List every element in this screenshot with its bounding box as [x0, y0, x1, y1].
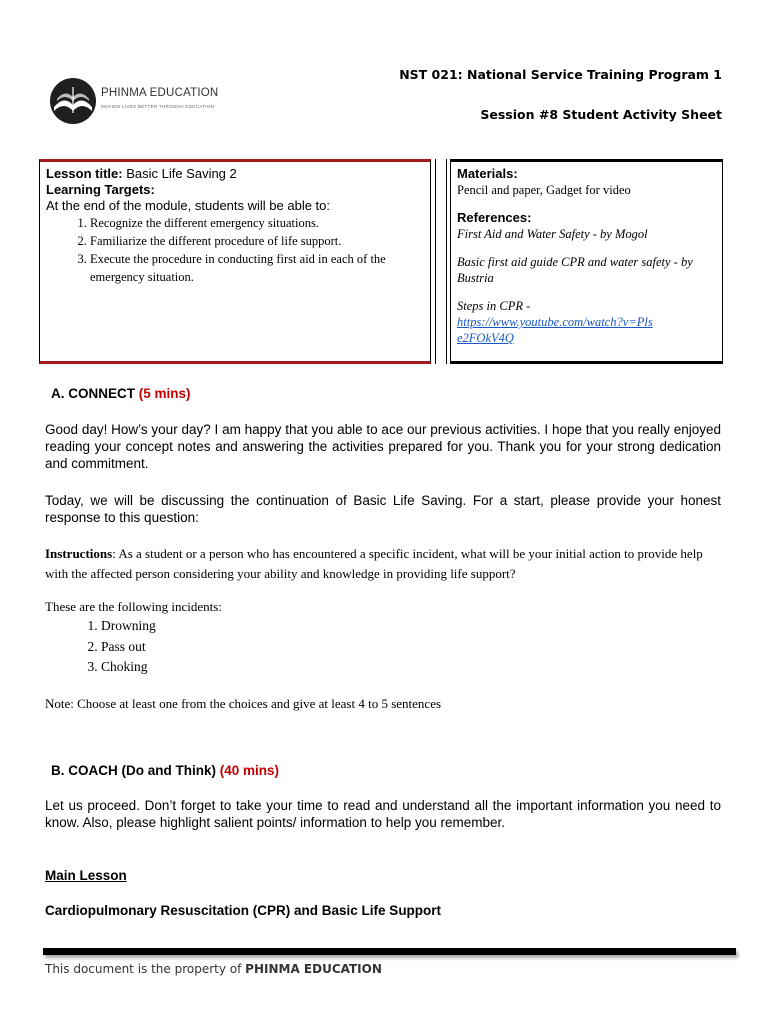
list-item: 2. Pass out	[101, 637, 156, 658]
lesson-title-line	[46, 166, 424, 182]
phinma-emblem-icon	[48, 73, 98, 129]
logo-tagline: MAKING LIVES BETTER THROUGH EDUCATION	[101, 104, 215, 109]
incidents-list	[45, 616, 156, 678]
instructions	[45, 544, 725, 584]
learning-targets-intro: At the end of the module, students will be able to:	[46, 198, 331, 213]
list-item: 3. Choking	[101, 657, 156, 678]
learning-targets-list	[46, 214, 424, 286]
connect-paragraph-1: Good day! How’s your day? I am happy that you able to ace our previous activities. I hope that you really enjoyed reading your concept notes and answering the activities prepared for you. Thank you for your strong dedication and commitment.	[45, 422, 721, 471]
reference-3-prefix: Steps in CPR -	[457, 299, 531, 313]
main-lesson-heading: Main Lesson	[45, 868, 127, 883]
footer-owner: PHINMA EDUCATION	[245, 962, 382, 976]
connect-time: (5 mins)	[138, 386, 191, 401]
cpr-topic-title: Cardiopulmonary Resuscitation (CPR) and Basic Life Support	[45, 903, 442, 918]
logo-name: PHINMA EDUCATION	[101, 87, 219, 99]
references-label: References:	[457, 210, 532, 225]
reference-1: First Aid and Water Safety - by Mogol	[457, 227, 648, 241]
list-item: 2. Familiarize the different procedure of life support.	[90, 232, 424, 250]
lesson-info-box	[39, 159, 431, 364]
program-title: NST 021: National Service Training Program 1	[399, 67, 722, 82]
lesson-title-label: Lesson title:	[46, 166, 123, 181]
instructions-text: : As a student or a person who has encountered a specific incident, what will be your initial action to provide help with the affected person considering your ability and knowledge in providing life support?	[45, 546, 703, 581]
incidents-intro: These are the following incidents:	[45, 599, 222, 614]
connect-note: Note: Choose at least one from the choices and give at least 4 to 5 sentences	[45, 696, 442, 711]
materials-value: Pencil and paper, Gadget for video	[457, 183, 631, 197]
coach-heading	[51, 763, 279, 778]
learning-targets-label: Learning Targets:	[46, 182, 155, 197]
materials-box	[450, 159, 723, 364]
cpr-video-link[interactable]: https://www.youtube.com/watch?v=Plse2FOkV4Q	[457, 315, 653, 345]
materials-label: Materials:	[457, 166, 518, 181]
phinma-logo	[48, 73, 228, 129]
lesson-title-value: Basic Life Saving 2	[122, 166, 237, 181]
table-divider	[435, 159, 447, 364]
list-item: 1. Recognize the different emergency situations.	[90, 214, 424, 232]
list-item: 1. Drowning	[101, 616, 156, 637]
connect-heading	[51, 386, 191, 401]
footer-prefix: This document is the property of	[45, 962, 246, 976]
footer-divider	[43, 948, 736, 955]
connect-paragraph-2: Today, we will be discussing the continuation of Basic Life Saving. For a start, please provide your honest response to this question:	[45, 493, 721, 525]
coach-heading-label: B. COACH (Do and Think)	[51, 763, 216, 778]
reference-2: Basic first aid guide CPR and water safety - by Bustria	[457, 255, 693, 285]
instructions-label: Instructions	[45, 546, 113, 561]
footer-text	[45, 962, 382, 976]
session-title: Session #8 Student Activity Sheet	[480, 107, 722, 122]
list-item: 3. Execute the procedure in conducting first aid in each of the emergency situation.	[90, 250, 424, 286]
coach-paragraph: Let us proceed. Don’t forget to take your time to read and understand all the important information you need to know. Also, please highlight salient points/ information to help you remember.	[45, 798, 721, 830]
coach-time: (40 mins)	[219, 763, 280, 778]
connect-heading-label: A. CONNECT	[51, 386, 135, 401]
